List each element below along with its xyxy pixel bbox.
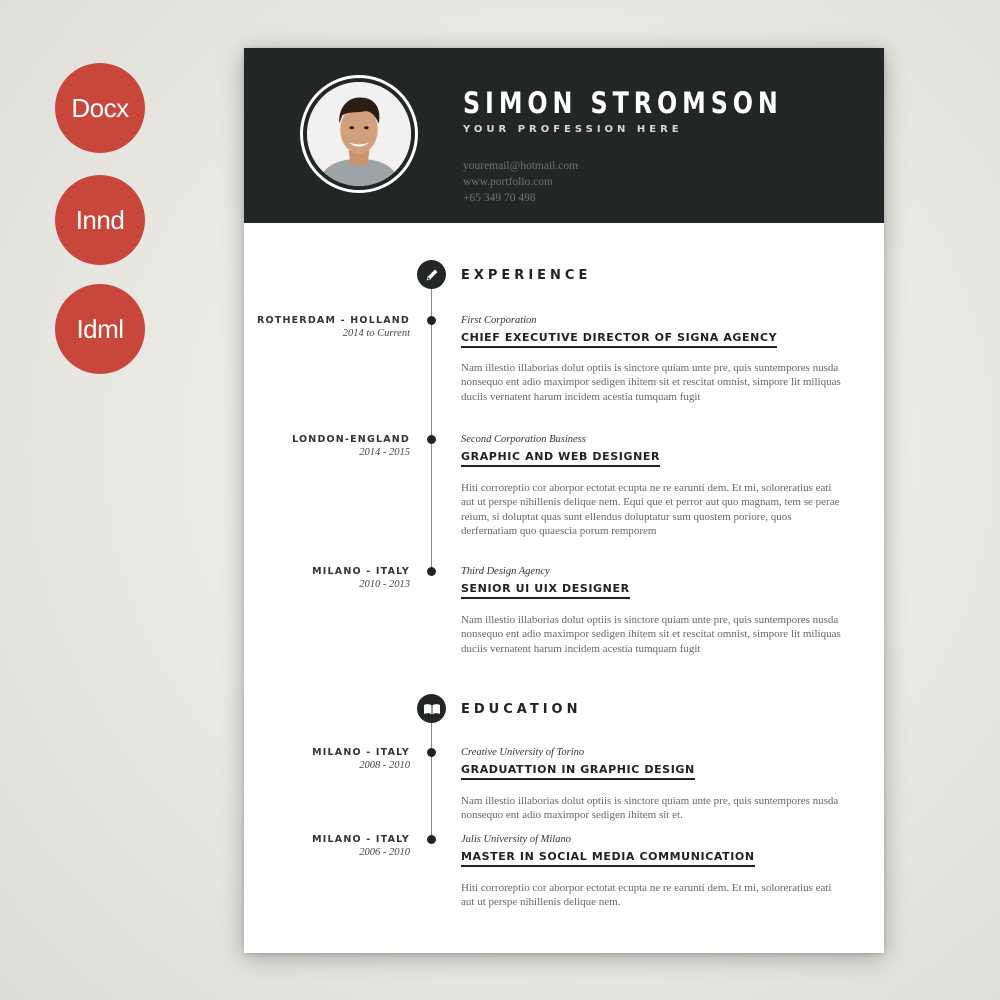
job-description: Nam illestio illaborias dolut optiis is sinctore quiam unte pre, quis suntempores nusda nonsequo ent adio maximpor sedigen ihitem sit et rescitat omnist, simpore lit miliquas duciis vernatent harum incidem acestia tumquam fugit (461, 614, 841, 655)
timeline-dot (427, 835, 436, 844)
timeline-dot (427, 435, 436, 444)
job-dates: 2010 - 2013 (359, 579, 410, 590)
job-title: SENIOR UI UIX DESIGNER (461, 582, 630, 599)
job-title: GRAPHIC AND WEB DESIGNER (461, 450, 660, 467)
contact-email[interactable]: youremail@hotmail.com (463, 160, 579, 172)
job-company: Second Corporation Business (461, 434, 586, 445)
contact-phone: +65 349 70 498 (463, 192, 536, 204)
education-school: Julis University of Milano (461, 834, 571, 845)
resume-page (244, 48, 884, 953)
education-description: Hiti corroreptio cor aborpor ectotat ecupta ne re earunti dem. Et mi, soloreratius eati aut ut perspe nihillenis delique nem. (461, 882, 832, 909)
education-dates: 2006 - 2010 (359, 847, 410, 858)
education-location: MILANO - ITALY (312, 747, 410, 758)
candidate-profession: YOUR PROFESSION HERE (463, 124, 683, 135)
education-dates: 2008 - 2010 (359, 760, 410, 771)
contact-portfolio[interactable]: www.portfolio.com (463, 176, 553, 188)
idml-badge[interactable]: Idml (55, 284, 145, 374)
innd-badge[interactable]: Innd (55, 175, 145, 265)
education-heading: EDUCATION (461, 702, 582, 717)
book-icon (417, 694, 446, 723)
job-company: First Corporation (461, 315, 537, 326)
candidate-name: SIMON STROMSON (463, 86, 783, 120)
job-dates: 2014 to Current (342, 328, 410, 339)
timeline-dot (427, 567, 436, 576)
profile-photo (307, 82, 411, 186)
education-school: Creative University of Torino (461, 747, 585, 758)
docx-badge[interactable]: Docx (55, 63, 145, 153)
pencil-icon (417, 260, 446, 289)
job-description: Nam illestio illaborias dolut optiis is sinctore quiam unte pre, quis suntempores nusda nonsequo ent adio maximpor sedigen ihitem sit et rescitat omnist, simpore lit miliquas duciis vernatent harum incidem acestia tumquam fugit (461, 362, 841, 403)
experience-heading: EXPERIENCE (461, 268, 592, 283)
job-location: LONDON-ENGLAND (292, 434, 410, 445)
education-timeline (431, 722, 432, 840)
job-title: CHIEF EXECUTIVE DIRECTOR OF SIGNA AGENCY (461, 331, 777, 348)
education-location: MILANO - ITALY (312, 834, 410, 845)
job-location: MILANO - ITALY (312, 566, 410, 577)
experience-timeline (431, 288, 432, 573)
education-description: Nam illestio illaborias dolut optiis is sinctore quiam unte pre, quis suntempores nusda nonsequo ent adio maximpor sedigen ihitem sit et. (461, 795, 839, 822)
timeline-dot (427, 316, 436, 325)
profile-photo-frame (300, 75, 418, 193)
resume-header (244, 48, 884, 223)
education-degree: GRADUATTION IN GRAPHIC DESIGN (461, 763, 695, 780)
job-dates: 2014 - 2015 (359, 447, 410, 458)
job-description: Hiti corroreptio cor aborpor ectotat ecupta ne re earunti dem. Et mi, soloreratius eati aut ut perspe nihillenis delique nem. Equi que et perror aut quo magnam, tem se perae reium, si doluptat quas sunt ellendus doluptatur sum quostem poriore, quos derfernatiam quo quaescia porum remporem (461, 482, 840, 537)
education-degree: MASTER IN SOCIAL MEDIA COMMUNICATION (461, 850, 755, 867)
job-company: Third Design Agency (461, 566, 550, 577)
job-location: ROTHERDAM - HOLLAND (257, 315, 410, 326)
timeline-dot (427, 748, 436, 757)
